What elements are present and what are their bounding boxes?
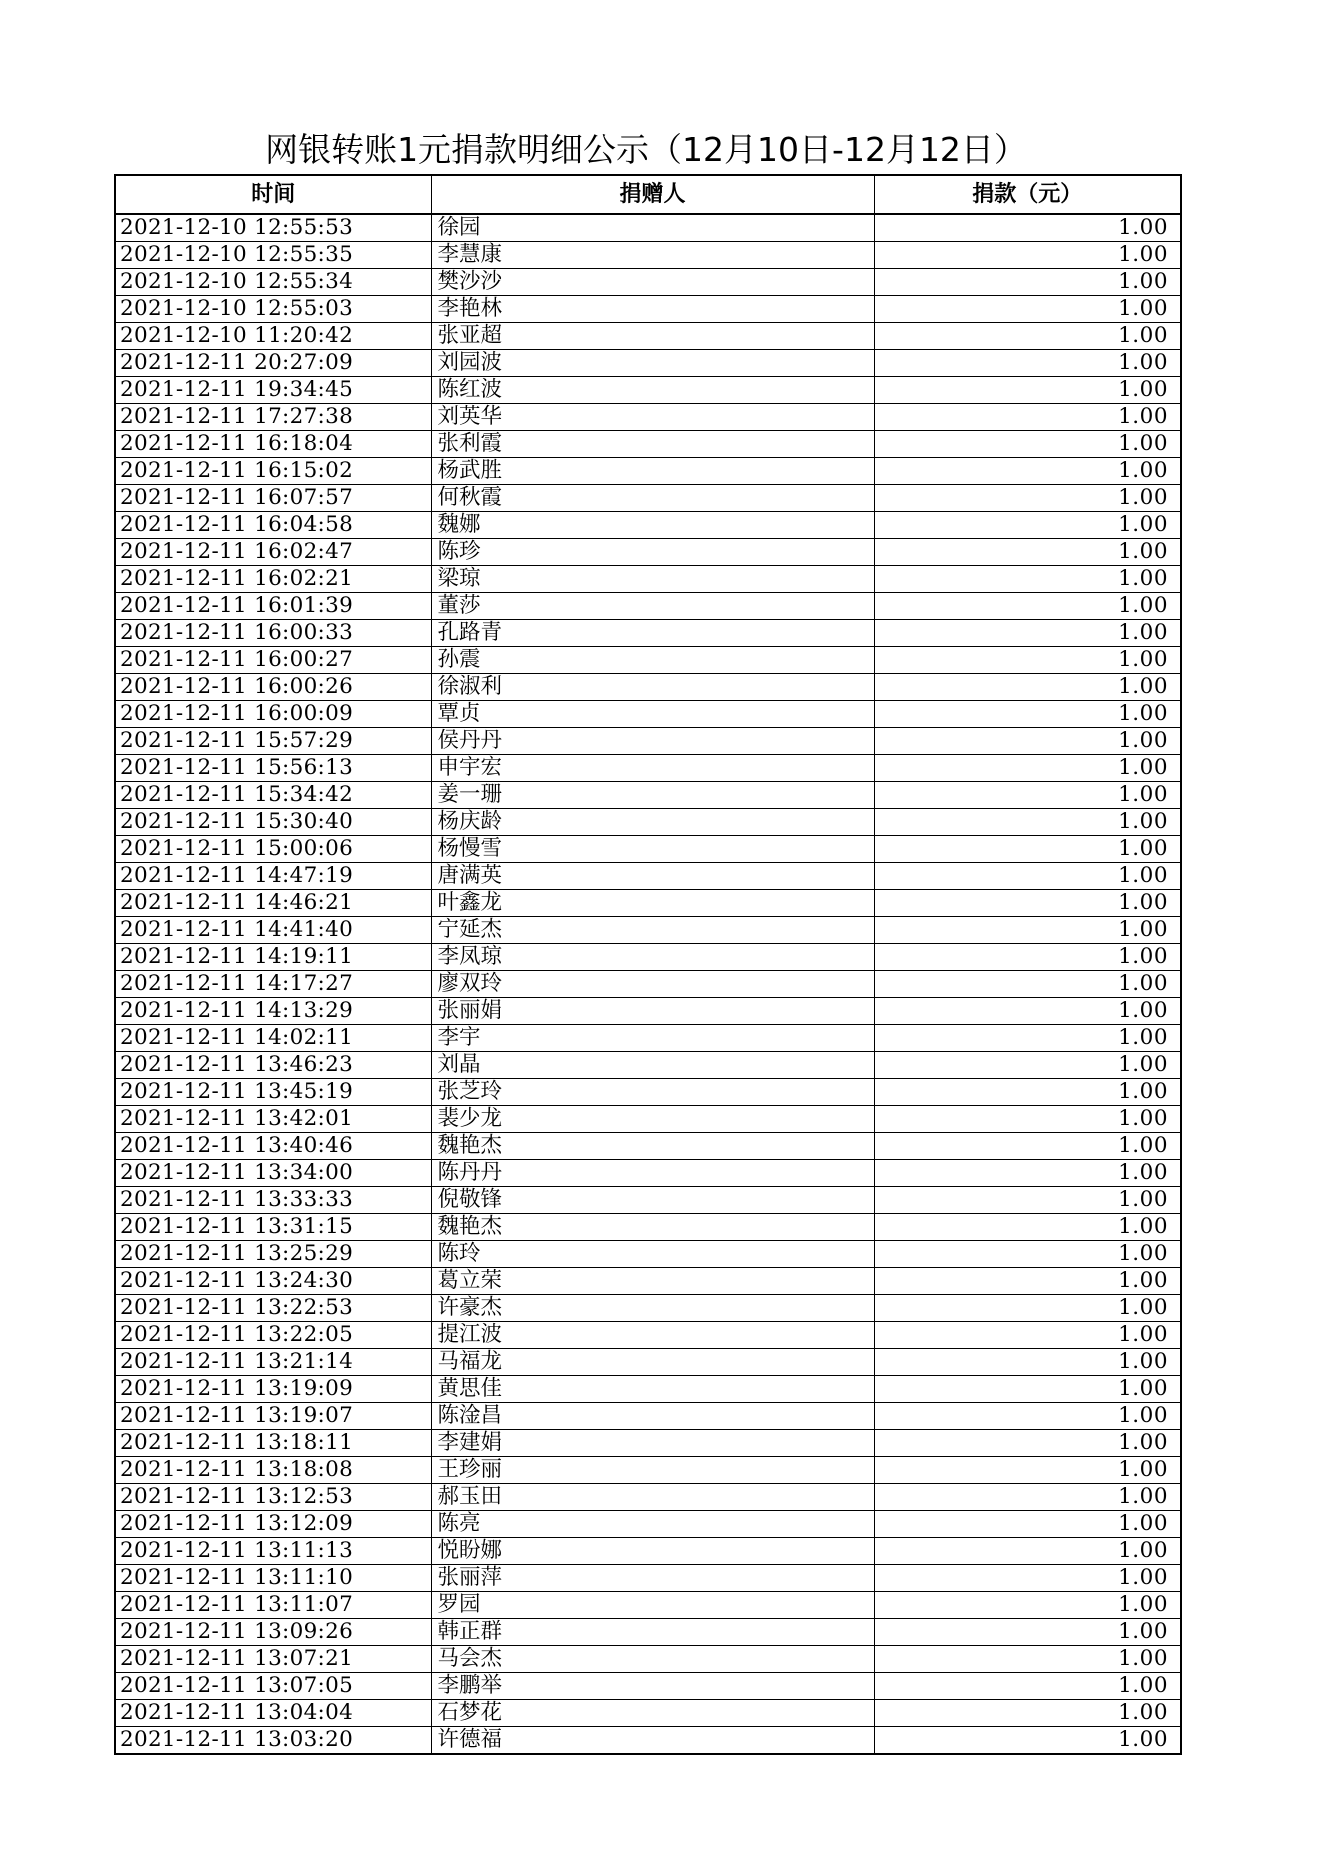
donor-name-cell: 孔路青 [431, 620, 874, 647]
time-cell: 2021-12-11 13:07:05 [115, 1673, 431, 1700]
amount-cell: 1.00 [874, 971, 1181, 998]
table-row [115, 323, 1181, 350]
donor-name-cell: 徐园 [431, 214, 874, 242]
table-row [115, 1214, 1181, 1241]
time-cell: 2021-12-11 13:42:01 [115, 1106, 431, 1133]
time-cell: 2021-12-11 15:00:06 [115, 836, 431, 863]
donor-name-cell: 李鹏举 [431, 1673, 874, 1700]
table-row [115, 728, 1181, 755]
time-cell: 2021-12-11 13:12:53 [115, 1484, 431, 1511]
amount-cell: 1.00 [874, 701, 1181, 728]
donor-name-cell: 许豪杰 [431, 1295, 874, 1322]
table-row [115, 458, 1181, 485]
donor-name-cell: 许德福 [431, 1727, 874, 1755]
amount-cell: 1.00 [874, 1430, 1181, 1457]
table-row [115, 836, 1181, 863]
amount-cell: 1.00 [874, 755, 1181, 782]
donor-name-cell: 陈玲 [431, 1241, 874, 1268]
table-row [115, 1673, 1181, 1700]
donor-name-cell: 宁延杰 [431, 917, 874, 944]
amount-cell: 1.00 [874, 1457, 1181, 1484]
page-title: 网银转账1元捐款明细公示（12月10日-12月12日） [265, 130, 1027, 169]
amount-cell: 1.00 [874, 809, 1181, 836]
donor-name-cell: 石梦花 [431, 1700, 874, 1727]
amount-cell: 1.00 [874, 1052, 1181, 1079]
time-cell: 2021-12-11 16:02:21 [115, 566, 431, 593]
table-row [115, 701, 1181, 728]
time-cell: 2021-12-11 14:02:11 [115, 1025, 431, 1052]
amount-cell: 1.00 [874, 1484, 1181, 1511]
amount-cell: 1.00 [874, 1160, 1181, 1187]
time-cell: 2021-12-11 13:04:04 [115, 1700, 431, 1727]
time-cell: 2021-12-11 13:11:13 [115, 1538, 431, 1565]
table-row [115, 539, 1181, 566]
amount-cell: 1.00 [874, 539, 1181, 566]
amount-cell: 1.00 [874, 1565, 1181, 1592]
donor-name-cell: 李宇 [431, 1025, 874, 1052]
time-cell: 2021-12-11 13:19:09 [115, 1376, 431, 1403]
table-row [115, 1133, 1181, 1160]
amount-cell: 1.00 [874, 998, 1181, 1025]
donor-name-cell: 叶鑫龙 [431, 890, 874, 917]
table-row [115, 755, 1181, 782]
table-row [115, 593, 1181, 620]
column-header-time: 时间 [115, 175, 431, 214]
donor-name-cell: 刘英华 [431, 404, 874, 431]
donor-name-cell: 申宇宏 [431, 755, 874, 782]
donor-name-cell: 覃贞 [431, 701, 874, 728]
donor-name-cell: 刘晶 [431, 1052, 874, 1079]
donor-name-cell: 李艳林 [431, 296, 874, 323]
table-row [115, 269, 1181, 296]
amount-cell: 1.00 [874, 1025, 1181, 1052]
time-cell: 2021-12-11 19:34:45 [115, 377, 431, 404]
donor-name-cell: 侯丹丹 [431, 728, 874, 755]
table-row [115, 1322, 1181, 1349]
table-row [115, 1106, 1181, 1133]
amount-cell: 1.00 [874, 323, 1181, 350]
amount-cell: 1.00 [874, 1349, 1181, 1376]
amount-cell: 1.00 [874, 458, 1181, 485]
donor-name-cell: 马会杰 [431, 1646, 874, 1673]
time-cell: 2021-12-11 14:13:29 [115, 998, 431, 1025]
donor-name-cell: 马福龙 [431, 1349, 874, 1376]
time-cell: 2021-12-11 13:19:07 [115, 1403, 431, 1430]
time-cell: 2021-12-11 15:30:40 [115, 809, 431, 836]
donor-name-cell: 陈淦昌 [431, 1403, 874, 1430]
time-cell: 2021-12-11 14:19:11 [115, 944, 431, 971]
amount-cell: 1.00 [874, 431, 1181, 458]
amount-cell: 1.00 [874, 1187, 1181, 1214]
donor-name-cell: 杨庆龄 [431, 809, 874, 836]
amount-cell: 1.00 [874, 242, 1181, 269]
table-row [115, 1646, 1181, 1673]
table-header [115, 175, 1181, 214]
amount-cell: 1.00 [874, 1322, 1181, 1349]
table-row [115, 1187, 1181, 1214]
amount-cell: 1.00 [874, 1511, 1181, 1538]
amount-cell: 1.00 [874, 1619, 1181, 1646]
donor-name-cell: 提江波 [431, 1322, 874, 1349]
donor-name-cell: 孙震 [431, 647, 874, 674]
time-cell: 2021-12-11 13:31:15 [115, 1214, 431, 1241]
amount-cell: 1.00 [874, 566, 1181, 593]
donor-name-cell: 廖双玲 [431, 971, 874, 998]
donor-name-cell: 郝玉田 [431, 1484, 874, 1511]
time-cell: 2021-12-11 20:27:09 [115, 350, 431, 377]
time-cell: 2021-12-11 16:00:33 [115, 620, 431, 647]
table-row [115, 674, 1181, 701]
amount-cell: 1.00 [874, 620, 1181, 647]
donor-name-cell: 唐满英 [431, 863, 874, 890]
header-row [115, 175, 1181, 214]
table-row [115, 1484, 1181, 1511]
donor-name-cell: 刘园波 [431, 350, 874, 377]
amount-cell: 1.00 [874, 269, 1181, 296]
time-cell: 2021-12-11 16:18:04 [115, 431, 431, 458]
donor-name-cell: 张利霞 [431, 431, 874, 458]
time-cell: 2021-12-11 13:25:29 [115, 1241, 431, 1268]
donor-name-cell: 黄思佳 [431, 1376, 874, 1403]
donor-name-cell: 悦盼娜 [431, 1538, 874, 1565]
table-row [115, 1592, 1181, 1619]
donor-name-cell: 杨慢雪 [431, 836, 874, 863]
time-cell: 2021-12-11 13:18:11 [115, 1430, 431, 1457]
table-row [115, 1565, 1181, 1592]
time-cell: 2021-12-11 13:22:05 [115, 1322, 431, 1349]
table-row [115, 1052, 1181, 1079]
donor-name-cell: 陈亮 [431, 1511, 874, 1538]
time-cell: 2021-12-10 12:55:35 [115, 242, 431, 269]
amount-cell: 1.00 [874, 1268, 1181, 1295]
table-row [115, 1295, 1181, 1322]
time-cell: 2021-12-11 14:17:27 [115, 971, 431, 998]
donor-name-cell: 罗园 [431, 1592, 874, 1619]
donor-name-cell: 李建娟 [431, 1430, 874, 1457]
amount-cell: 1.00 [874, 917, 1181, 944]
donor-name-cell: 王珍丽 [431, 1457, 874, 1484]
time-cell: 2021-12-11 13:40:46 [115, 1133, 431, 1160]
donor-name-cell: 董莎 [431, 593, 874, 620]
table-row [115, 431, 1181, 458]
time-cell: 2021-12-11 15:56:13 [115, 755, 431, 782]
table-row [115, 1268, 1181, 1295]
amount-cell: 1.00 [874, 1673, 1181, 1700]
donor-name-cell: 陈珍 [431, 539, 874, 566]
donor-name-cell: 倪敬锋 [431, 1187, 874, 1214]
amount-cell: 1.00 [874, 296, 1181, 323]
amount-cell: 1.00 [874, 485, 1181, 512]
amount-cell: 1.00 [874, 647, 1181, 674]
time-cell: 2021-12-11 13:03:20 [115, 1727, 431, 1755]
table-row [115, 620, 1181, 647]
time-cell: 2021-12-11 16:01:39 [115, 593, 431, 620]
time-cell: 2021-12-11 13:46:23 [115, 1052, 431, 1079]
amount-cell: 1.00 [874, 1079, 1181, 1106]
time-cell: 2021-12-11 13:11:07 [115, 1592, 431, 1619]
time-cell: 2021-12-10 12:55:03 [115, 296, 431, 323]
table-row [115, 1619, 1181, 1646]
amount-cell: 1.00 [874, 890, 1181, 917]
amount-cell: 1.00 [874, 593, 1181, 620]
donor-name-cell: 魏娜 [431, 512, 874, 539]
time-cell: 2021-12-11 14:46:21 [115, 890, 431, 917]
amount-cell: 1.00 [874, 1241, 1181, 1268]
table-row [115, 1376, 1181, 1403]
amount-cell: 1.00 [874, 350, 1181, 377]
donor-name-cell: 裴少龙 [431, 1106, 874, 1133]
table-row [115, 1079, 1181, 1106]
time-cell: 2021-12-11 13:21:14 [115, 1349, 431, 1376]
time-cell: 2021-12-11 13:34:00 [115, 1160, 431, 1187]
amount-cell: 1.00 [874, 1376, 1181, 1403]
table-row [115, 917, 1181, 944]
time-cell: 2021-12-11 16:02:47 [115, 539, 431, 566]
time-cell: 2021-12-10 11:20:42 [115, 323, 431, 350]
time-cell: 2021-12-11 14:47:19 [115, 863, 431, 890]
donor-name-cell: 张丽萍 [431, 1565, 874, 1592]
donor-name-cell: 樊沙沙 [431, 269, 874, 296]
time-cell: 2021-12-11 14:41:40 [115, 917, 431, 944]
table-row [115, 647, 1181, 674]
amount-cell: 1.00 [874, 214, 1181, 242]
table-row [115, 485, 1181, 512]
column-header-amount: 捐款（元） [874, 175, 1181, 214]
table-row [115, 944, 1181, 971]
amount-cell: 1.00 [874, 1295, 1181, 1322]
table-row [115, 404, 1181, 431]
time-cell: 2021-12-11 13:24:30 [115, 1268, 431, 1295]
amount-cell: 1.00 [874, 1538, 1181, 1565]
table-row [115, 512, 1181, 539]
donor-name-cell: 葛立荣 [431, 1268, 874, 1295]
table-row [115, 566, 1181, 593]
donor-name-cell: 李凤琼 [431, 944, 874, 971]
amount-cell: 1.00 [874, 1592, 1181, 1619]
table-row [115, 1727, 1181, 1755]
table-row [115, 296, 1181, 323]
table-row [115, 242, 1181, 269]
time-cell: 2021-12-11 16:00:27 [115, 647, 431, 674]
time-cell: 2021-12-11 16:15:02 [115, 458, 431, 485]
time-cell: 2021-12-11 13:07:21 [115, 1646, 431, 1673]
column-header-donor: 捐赠人 [431, 175, 874, 214]
table-row [115, 809, 1181, 836]
time-cell: 2021-12-11 16:07:57 [115, 485, 431, 512]
time-cell: 2021-12-11 16:04:58 [115, 512, 431, 539]
amount-cell: 1.00 [874, 728, 1181, 755]
amount-cell: 1.00 [874, 377, 1181, 404]
donor-name-cell: 何秋霞 [431, 485, 874, 512]
table-row [115, 214, 1181, 242]
time-cell: 2021-12-10 12:55:53 [115, 214, 431, 242]
time-cell: 2021-12-11 13:45:19 [115, 1079, 431, 1106]
amount-cell: 1.00 [874, 1214, 1181, 1241]
donor-name-cell: 陈红波 [431, 377, 874, 404]
donor-name-cell: 姜一珊 [431, 782, 874, 809]
donor-name-cell: 张芝玲 [431, 1079, 874, 1106]
time-cell: 2021-12-11 13:33:33 [115, 1187, 431, 1214]
table-row [115, 1241, 1181, 1268]
table-body [115, 214, 1181, 1754]
time-cell: 2021-12-11 17:27:38 [115, 404, 431, 431]
amount-cell: 1.00 [874, 674, 1181, 701]
donor-name-cell: 徐淑利 [431, 674, 874, 701]
donor-name-cell: 陈丹丹 [431, 1160, 874, 1187]
donor-name-cell: 张亚超 [431, 323, 874, 350]
table-row [115, 782, 1181, 809]
amount-cell: 1.00 [874, 512, 1181, 539]
donor-name-cell: 杨武胜 [431, 458, 874, 485]
donor-name-cell: 魏艳杰 [431, 1214, 874, 1241]
table-row [115, 971, 1181, 998]
table-row [115, 890, 1181, 917]
donor-name-cell: 李慧康 [431, 242, 874, 269]
amount-cell: 1.00 [874, 1700, 1181, 1727]
table-row [115, 1403, 1181, 1430]
table-row [115, 1160, 1181, 1187]
table-row [115, 1511, 1181, 1538]
amount-cell: 1.00 [874, 1727, 1181, 1755]
donor-name-cell: 韩正群 [431, 1619, 874, 1646]
time-cell: 2021-12-11 15:34:42 [115, 782, 431, 809]
time-cell: 2021-12-11 15:57:29 [115, 728, 431, 755]
amount-cell: 1.00 [874, 944, 1181, 971]
table-row [115, 1457, 1181, 1484]
table-row [115, 863, 1181, 890]
amount-cell: 1.00 [874, 836, 1181, 863]
time-cell: 2021-12-11 16:00:09 [115, 701, 431, 728]
table-row [115, 377, 1181, 404]
time-cell: 2021-12-10 12:55:34 [115, 269, 431, 296]
time-cell: 2021-12-11 13:18:08 [115, 1457, 431, 1484]
amount-cell: 1.00 [874, 1106, 1181, 1133]
donation-table [114, 174, 1182, 1755]
amount-cell: 1.00 [874, 1403, 1181, 1430]
time-cell: 2021-12-11 13:11:10 [115, 1565, 431, 1592]
amount-cell: 1.00 [874, 404, 1181, 431]
time-cell: 2021-12-11 13:09:26 [115, 1619, 431, 1646]
time-cell: 2021-12-11 13:22:53 [115, 1295, 431, 1322]
table-row [115, 1430, 1181, 1457]
amount-cell: 1.00 [874, 863, 1181, 890]
donor-name-cell: 魏艳杰 [431, 1133, 874, 1160]
amount-cell: 1.00 [874, 1133, 1181, 1160]
table-row [115, 1538, 1181, 1565]
time-cell: 2021-12-11 16:00:26 [115, 674, 431, 701]
donor-name-cell: 张丽娟 [431, 998, 874, 1025]
time-cell: 2021-12-11 13:12:09 [115, 1511, 431, 1538]
donor-name-cell: 梁琼 [431, 566, 874, 593]
table-row [115, 1349, 1181, 1376]
table-row [115, 998, 1181, 1025]
table-row [115, 1700, 1181, 1727]
amount-cell: 1.00 [874, 782, 1181, 809]
table-row [115, 1025, 1181, 1052]
amount-cell: 1.00 [874, 1646, 1181, 1673]
table-row [115, 350, 1181, 377]
